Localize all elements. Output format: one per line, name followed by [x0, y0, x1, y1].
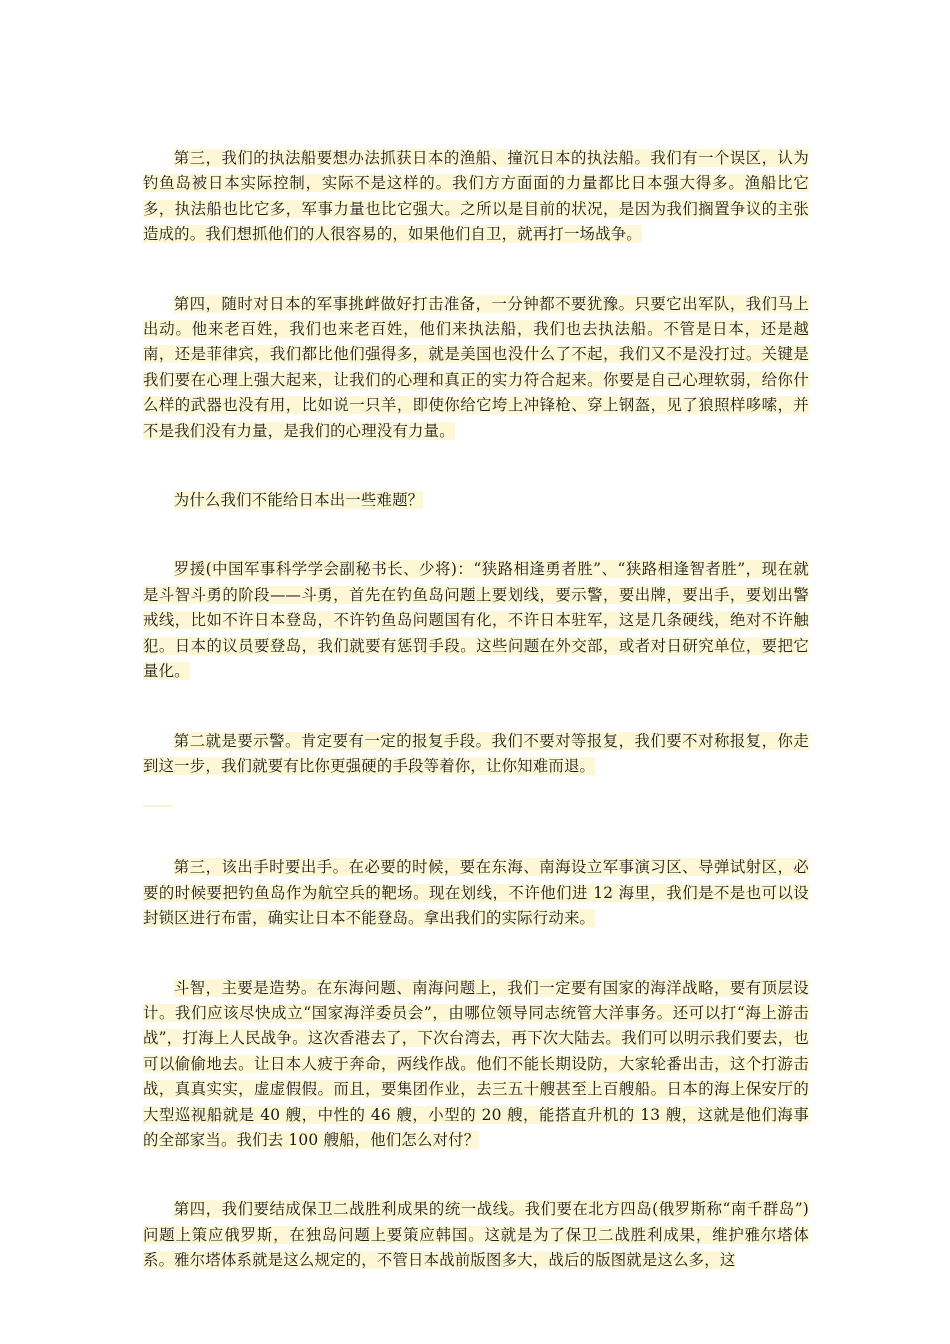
- paragraph-2: [143, 292, 809, 444]
- paragraph-1: [143, 146, 809, 248]
- document-body: [143, 146, 809, 1274]
- paragraph-7-text: 斗智，主要是造势。在东海问题、南海问题上，我们一定要有国家的海洋战略，要有顶层设计。我们应该尽快成立“国家海洋委员会”，由哪位领导同志统管大洋事务。还可以打“海上游击战”，打海上人民战争。这次香港去了，下次台湾去，再下次大陆去。我们可以明示我们要去，也可以偷偷地去。让日本人疲于奔命，两线作战。他们不能长期设防，大家轮番出击，这个打游击战，真真实实，虚虚假假。而且，要集团作业，去三五十艘甚至上百艘船。日本的海上保安厅的大型巡视船就是 40 艘，中性的 46 艘，小型的 20 艘，能搭直升机的 13 艘，这就是他们海事的全部家当。我们去 100 艘船，他们怎么对付？: [143, 978, 809, 1149]
- paragraph-8-text: 第四，我们要结成保卫二战胜利成果的统一战线。我们要在北方四岛(俄罗斯称“南千群岛”)问题上策应俄罗斯，在独岛问题上要策应韩国。这就是为了保卫二战胜利成果，维护雅尔塔体系。雅尔塔体系就是这么规定的，不管日本战前版图多大，战后的版图就是这么多，这: [143, 1200, 809, 1270]
- paragraph-5: [143, 729, 809, 780]
- paragraph-2-text: 第四，随时对日本的军事挑衅做好打击准备，一分钟都不要犹豫。只要它出军队，我们马上出动。他来老百姓，我们也来老百姓，他们来执法船，我们也去执法船。不管是日本，还是越南，还是菲律宾，我们都比他们强得多，就是美国也没什么了不起，我们又不是没打过。关键是我们要在心理上强大起来，让我们的心理和真正的实力符合起来。你要是自己心理软弱，给你什么样的武器也没有用，比如说一只羊，即使你给它垮上冲锋枪、穿上钢盔，见了狼照样哆嗦，并不是我们没有力量，是我们的心理没有力量。: [143, 294, 809, 440]
- paragraph-8: [143, 1197, 809, 1273]
- empty-highlight-mark: [143, 805, 173, 807]
- paragraph-7: [143, 976, 809, 1154]
- paragraph-4: [143, 557, 809, 684]
- paragraph-4-text: 罗援(中国军事科学学会副秘书长、少将)：“狭路相逢勇者胜”、“狭路相逢智者胜”，现在就是斗智斗勇的阶段——斗勇，首先在钓鱼岛问题上要划线，要示警，要出牌，要出手，要划出警戒线，比如不许日本登岛，不许钓鱼岛问题国有化，不许日本驻军，这是几条硬线，绝对不许触犯。日本的议员要登岛，我们就要有惩罚手段。这些问题在外交部，或者对日研究单位，要把它量化。: [143, 560, 809, 681]
- empty-highlight-line: [143, 793, 809, 811]
- paragraph-6: [143, 855, 809, 931]
- paragraph-3-question: [143, 488, 809, 513]
- paragraph-1-text: 第三，我们的执法船要想办法抓获日本的渔船、撞沉日本的执法船。我们有一个误区，认为钓鱼岛被日本实际控制，实际不是这样的。我们方方面面的力量都比日本强大得多。渔船比它多，执法船也比它多，军事力量也比它强大。之所以是目前的状况，是因为我们搁置争议的主张造成的。我们想抓他们的人很容易的，如果他们自卫，就再打一场战争。: [143, 149, 809, 244]
- paragraph-3-text: 为什么我们不能给日本出一些难题？: [173, 491, 424, 510]
- paragraph-6-text: 第三，该出手时要出手。在必要的时候，要在东海、南海设立军事演习区、导弹试射区，必要的时候要把钓鱼岛作为航空兵的靶场。现在划线，不许他们进 12 海里，我们是不是也可以设封锁区进行布雷，确实让日本不能登岛。拿出我们的实际行动来。: [143, 858, 809, 928]
- paragraph-5-text: 第二就是要示警。肯定要有一定的报复手段。我们不要对等报复，我们要不对称报复，你走到这一步，我们就要有比你更强硬的手段等着你，让你知难而退。: [143, 731, 809, 775]
